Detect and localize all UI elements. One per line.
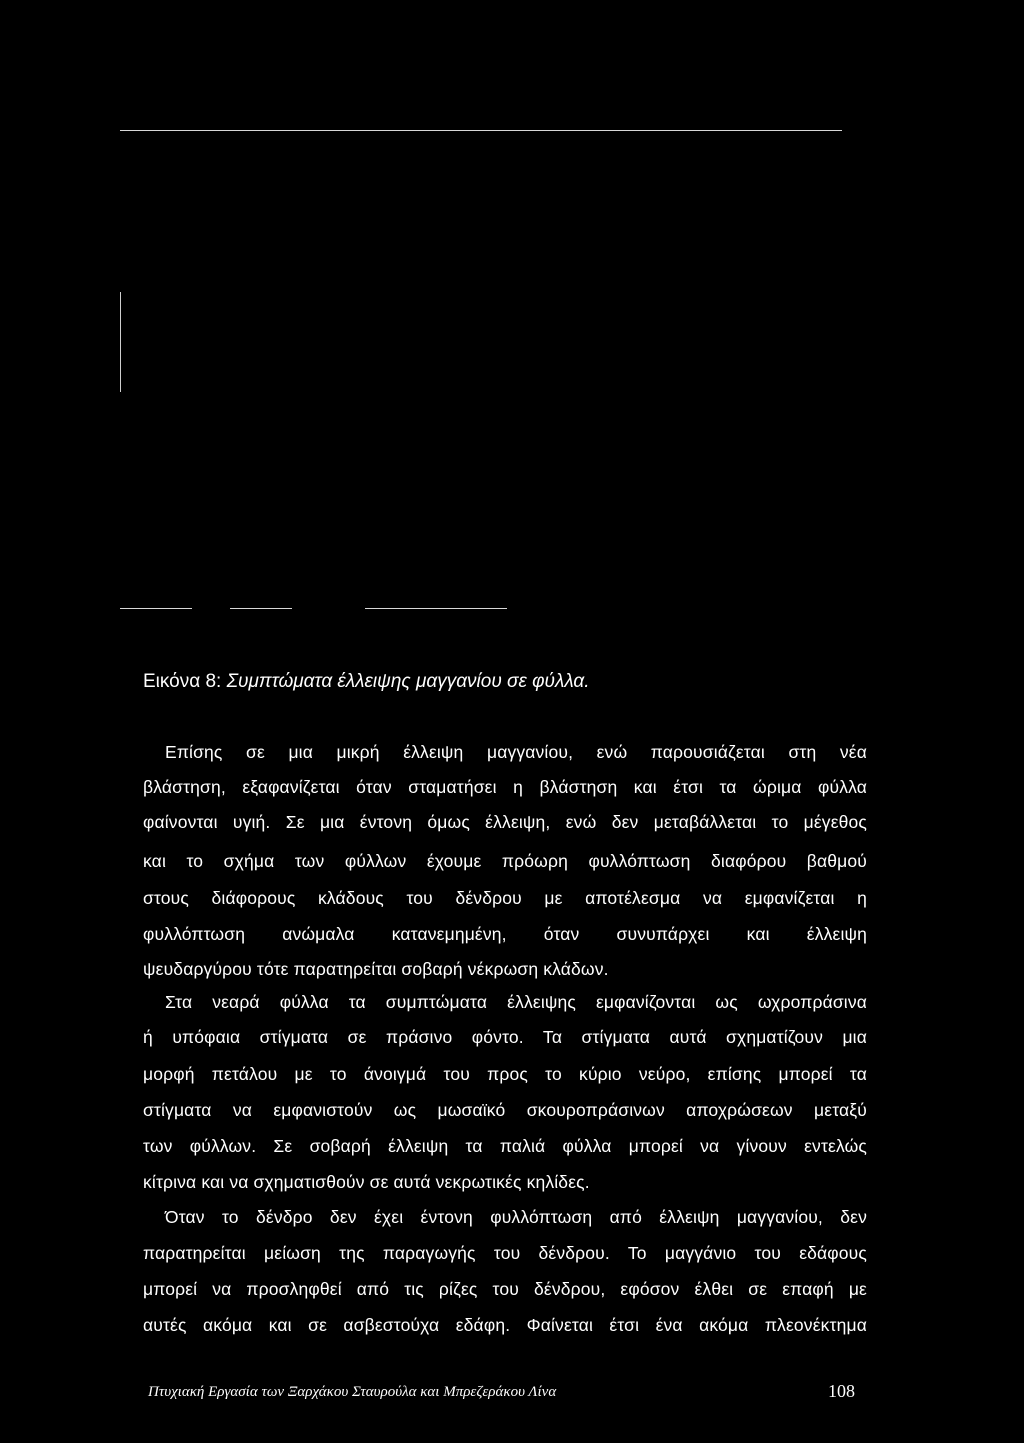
figure-left-edge-mark: [120, 292, 121, 392]
figure-bottom-border-segment: [365, 608, 507, 609]
figure-caption-label: Εικόνα 8:: [143, 671, 222, 692]
body-text-line: Όταν το δένδρο δεν έχει έντονη φυλλόπτωση από έλλειψη μαγγανίου, δεν: [165, 1207, 867, 1227]
body-text-line: στους διάφορους κλάδους του δένδρου με αποτέλεσμα να εμφανίζεται η: [143, 888, 867, 908]
figure-bottom-border-segment: [230, 608, 292, 609]
body-text-line: μορφή πετάλου με το άνοιγμά του προς το κύριο νεύρο, επίσης μπορεί τα: [143, 1064, 867, 1084]
body-text-line: και το σχήμα των φύλλων έχουμε πρόωρη φυλλόπτωση διαφόρου βαθμού: [143, 851, 867, 871]
footer-thesis-title: Πτυχιακή Εργασία των Ξαρχάκου Σταυρούλα και Μπρεζεράκου Λίνα: [148, 1384, 557, 1400]
body-text-line: ή υπόφαια στίγματα σε πράσινο φόντο. Τα στίγματα αυτά σχηματίζουν μια: [143, 1027, 867, 1047]
body-text-line: φαίνονται υγιή. Σε μια έντονη όμως έλλειψη, ενώ δεν μεταβάλλεται το μέγεθος: [143, 812, 867, 832]
figure-image: [120, 128, 842, 618]
body-text-line: παρατηρείται μείωση της παραγωγής του δένδρου. Το μαγγάνιο του εδάφους: [143, 1243, 867, 1263]
figure-caption: [143, 670, 590, 694]
body-text-line: Στα νεαρά φύλλα τα συμπτώματα έλλειψης εμφανίζονται ως ωχροπράσινα: [165, 992, 867, 1012]
figure-bottom-border-segment: [120, 608, 192, 609]
body-text-line: αυτές ακόμα και σε ασβεστούχα εδάφη. Φαίνεται έτσι ένα ακόμα πλεονέκτημα: [143, 1315, 867, 1335]
body-text-line: ψευδαργύρου τότε παρατηρείται σοβαρή νέκρωση κλάδων.: [143, 959, 609, 979]
page-number: 108: [828, 1381, 855, 1401]
body-text-line: κίτρινα και να σχηματισθούν σε αυτά νεκρωτικές κηλίδες.: [143, 1172, 590, 1192]
body-text-line: μπορεί να προσληφθεί από τις ρίζες του δένδρου, εφόσον έλθει σε επαφή με: [143, 1279, 867, 1299]
body-text-line: των φύλλων. Σε σοβαρή έλλειψη τα παλιά φύλλα μπορεί να γίνουν εντελώς: [143, 1136, 867, 1156]
figure-caption-title: Συμπτώματα έλλειψης μαγγανίου σε φύλλα.: [226, 671, 590, 692]
body-text-line: βλάστηση, εξαφανίζεται όταν σταματήσει η βλάστηση και έτσι τα ώριμα φύλλα: [143, 777, 867, 797]
figure-top-border: [120, 130, 842, 131]
body-text-line: Επίσης σε μια μικρή έλλειψη μαγγανίου, ενώ παρουσιάζεται στη νέα: [165, 742, 867, 762]
body-text-line: φυλλόπτωση ανώμαλα κατανεμημένη, όταν συνυπάρχει και έλλειψη: [143, 924, 867, 944]
body-text-line: στίγματα να εμφανιστούν ως μωσαϊκό σκουροπράσινων αποχρώσεων μεταξύ: [143, 1100, 867, 1120]
